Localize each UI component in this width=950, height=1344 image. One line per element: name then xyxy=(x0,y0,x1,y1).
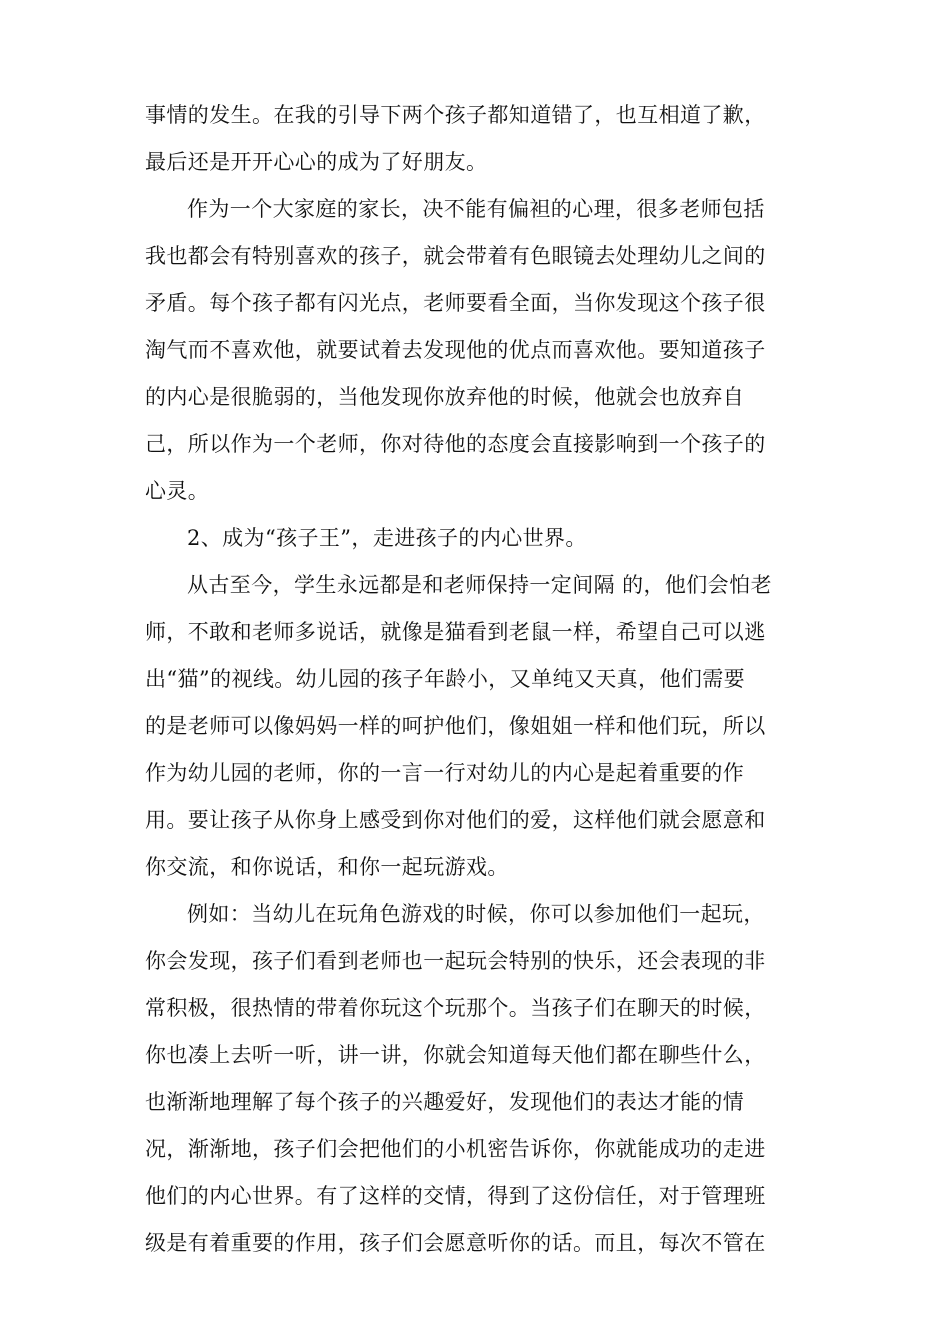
text-line: 的是老师可以像妈妈一样的呵护他们，像姐姐一样和他们玩，所以 xyxy=(145,714,766,738)
text-line: 最后还是开开心心的成为了好朋友。 xyxy=(145,150,488,174)
body-text xyxy=(145,92,800,1267)
text-line: 矛盾。每个孩子都有闪光点，老师要看全面，当你发现这个孩子很 xyxy=(145,291,766,315)
text-line: 常积极，很热情的带着你玩这个玩那个。当孩子们在聊天的时候， xyxy=(145,996,766,1020)
paragraph-first-line: 例如：当幼儿在玩角色游戏的时候，你可以参加他们一起玩， xyxy=(187,902,765,926)
paragraph-first-line: 作为一个大家庭的家长，决不能有偏袒的心理，很多老师包括 xyxy=(187,197,765,221)
text-line: 你也凑上去听一听，讲一讲，你就会知道每天他们都在聊些什么， xyxy=(145,1043,766,1067)
text-line: 心灵。 xyxy=(145,479,210,503)
paragraph-first-line: 从古至今，学生永远都是和老师保持一定间隔 的，他们会怕老 xyxy=(187,573,772,597)
text-line: 况，渐渐地，孩子们会把他们的小机密告诉你，你就能成功的走进 xyxy=(145,1137,766,1161)
text-line: 出“猫”的视线。幼儿园的孩子年龄小，又单纯又天真，他们需要 xyxy=(145,667,746,691)
text-line: 事情的发生。在我的引导下两个孩子都知道错了，也互相道了歉， xyxy=(145,103,766,127)
text-line: 师，不敢和老师多说话，就像是猫看到老鼠一样，希望自己可以逃 xyxy=(145,620,766,644)
text-line: 我也都会有特别喜欢的孩子，就会带着有色眼镜去处理幼儿之间的 xyxy=(145,244,766,268)
text-line: 作为幼儿园的老师，你的一言一行对幼儿的内心是起着重要的作 xyxy=(145,761,745,785)
text-line: 你会发现，孩子们看到老师也一起玩会特别的快乐，还会表现的非 xyxy=(145,949,766,973)
text-line: 你交流，和你说话，和你一起玩游戏。 xyxy=(145,855,509,879)
text-line: 也渐渐地理解了每个孩子的兴趣爱好，发现他们的表达才能的情 xyxy=(145,1090,745,1114)
text-line: 他们的内心世界。有了这样的交情，得到了这份信任，对于管理班 xyxy=(145,1184,766,1208)
text-line: 己，所以作为一个老师，你对待他的态度会直接影响到一个孩子的 xyxy=(145,432,766,456)
text-line: 的内心是很脆弱的，当他发现你放弃他的时候，他就会也放弃自 xyxy=(145,385,745,409)
text-line: 淘气而不喜欢他，就要试着去发现他的优点而喜欢他。要知道孩子 xyxy=(145,338,766,362)
section-heading: 2、成为“孩子王”，走进孩子的内心世界。 xyxy=(187,526,587,550)
text-line: 级是有着重要的作用，孩子们会愿意听你的话。而且，每次不管在 xyxy=(145,1231,766,1255)
text-line: 用。要让孩子从你身上感受到你对他们的爱，这样他们就会愿意和 xyxy=(145,808,766,832)
